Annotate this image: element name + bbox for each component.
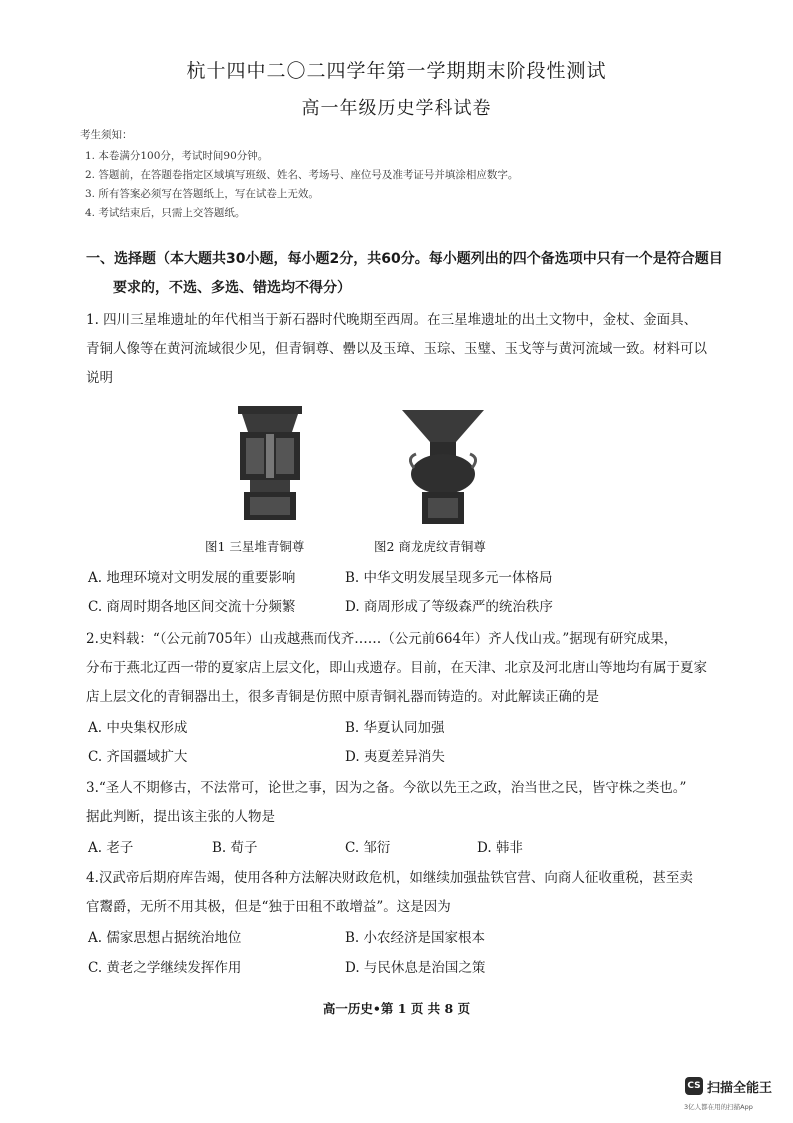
- page-title: 杭十四中二〇二四学年第一学期期末阶段性测试: [186, 60, 607, 82]
- question-1-text: 青铜人像等在黄河流域很少见，但青铜尊、罍以及玉璋、玉琮、玉璧、玉戈等与黄河流域一致。材料可以: [86, 341, 707, 357]
- question-1-option-b: B. 中华文明发展呈现多元一体格局: [345, 570, 553, 586]
- shang-dragon-tiger-zun-image: [400, 408, 486, 526]
- question-3-text: 3.“圣人不期修古，不法常可，论世之事，因为之备。今欲以先王之政，治当世之民，皆守株之类也。”: [86, 780, 687, 796]
- notice-item: 2. 答题前，在答题卷指定区域填写班级、姓名、考场号、座位号及准考证号并填涂相应数字。: [85, 169, 519, 181]
- figure-2-caption: 图2 商龙虎纹青铜尊: [374, 539, 486, 554]
- question-2-text: 店上层文化的青铜器出土，很多青铜是仿照中原青铜礼器而铸造的。对此解读正确的是: [86, 689, 599, 705]
- question-1-option-d: D. 商周形成了等级森严的统治秩序: [345, 599, 553, 615]
- question-2-option-b: B. 华夏认同加强: [345, 720, 445, 736]
- question-3-option-a: A. 老子: [88, 840, 134, 856]
- scanner-app-name: 扫描全能王: [707, 1081, 773, 1096]
- question-3-option-c: C. 邹衍: [345, 840, 391, 856]
- section-heading: 一、选择题（本大题共30小题，每小题2分，共60分。每小题列出的四个备选项中只有一个是符合题目: [86, 251, 723, 267]
- sanxingdui-bronze-zun-image: [232, 404, 308, 522]
- question-4-option-c: C. 黄老之学继续发挥作用: [88, 960, 242, 976]
- question-4-option-a: A. 儒家思想占据统治地位: [88, 930, 242, 946]
- notice-heading: 考生须知：: [80, 129, 133, 141]
- question-1-option-a: A. 地理环境对文明发展的重要影响: [88, 570, 296, 586]
- page-subtitle: 高一年级历史学科试卷: [301, 98, 492, 119]
- question-1-text: 说明: [86, 370, 113, 386]
- notice-item: 3. 所有答案必须写在答题纸上，写在试卷上无效。: [85, 188, 319, 200]
- question-2-option-a: A. 中央集权形成: [88, 720, 188, 736]
- question-4-text: 4.汉武帝后期府库告竭，使用各种方法解决财政危机，如继续加强盐铁官营、向商人征收重税，甚至卖: [86, 870, 693, 886]
- question-1-text: 1. 四川三星堆遗址的年代相当于新石器时代晚期至西周。在三星堆遗址的出土文物中，金杖、金面具、: [86, 312, 698, 328]
- section-heading-cont: 要求的，不选、多选、错选均不得分）: [113, 280, 351, 296]
- notice-item: 1. 本卷满分100分，考试时间90分钟。: [85, 150, 269, 162]
- question-3-option-b: B. 荀子: [212, 840, 258, 856]
- notice-item: 4. 考试结束后，只需上交答题纸。: [85, 207, 246, 219]
- question-3-text: 据此判断，提出该主张的人物是: [86, 809, 275, 825]
- scanner-logo-icon: CS: [685, 1077, 703, 1095]
- question-2-option-d: D. 夷夏差异消失: [345, 749, 445, 765]
- page-footer: 高一历史•第 1 页 共 8 页: [322, 1001, 471, 1016]
- question-4-option-b: B. 小农经济是国家根本: [345, 930, 486, 946]
- figure-1-caption: 图1 三星堆青铜尊: [205, 539, 305, 554]
- question-4-text: 官鬻爵，无所不用其极，但是“独于田租不敢增益”。这是因为: [86, 899, 451, 915]
- question-2-text: 2.史料载：“（公元前705年）山戎越燕而伐齐……（公元前664年）齐人伐山戎。”据现有研究成果，: [86, 631, 678, 647]
- question-3-option-d: D. 韩非: [477, 840, 523, 856]
- question-4-option-d: D. 与民休息是治国之策: [345, 960, 486, 976]
- question-2-text: 分布于燕北辽西一带的夏家店上层文化，即山戎遗存。目前，在天津、北京及河北唐山等地均有属于夏家: [86, 660, 707, 676]
- question-1-option-c: C. 商周时期各地区间交流十分频繁: [88, 599, 296, 615]
- scanner-app-tagline: 3亿人都在用的扫描App: [684, 1103, 753, 1111]
- question-2-option-c: C. 齐国疆域扩大: [88, 749, 188, 765]
